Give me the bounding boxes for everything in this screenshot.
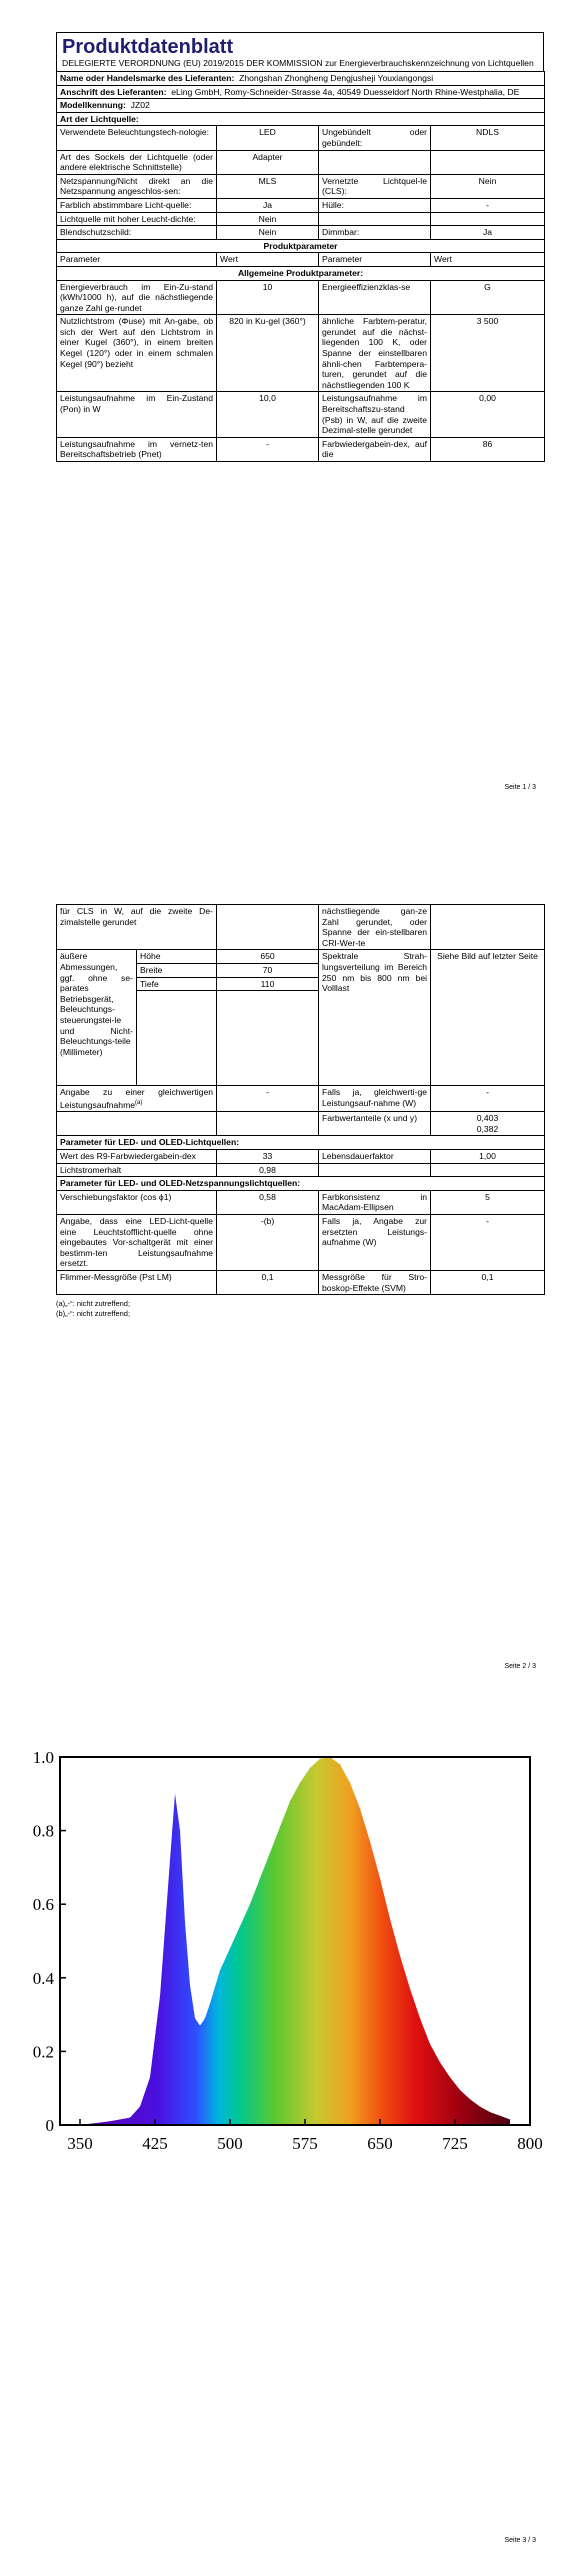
chart-plot-area [33, 1748, 543, 2153]
cell: Vernetzte Lichtquel-le (CLS): [319, 174, 431, 198]
cell: Breite [137, 963, 217, 977]
data-point [159, 1996, 160, 1997]
table-row [57, 437, 545, 461]
table-row [57, 1190, 545, 1214]
supplier-name-value: Zhongshan Zhongheng Dengjusheji Youxiangongsi [239, 73, 434, 83]
cell: 10 [217, 280, 319, 315]
data-point [279, 1826, 280, 1827]
cell: MLS [217, 174, 319, 198]
table-row [57, 280, 545, 315]
cell: Lichtstromerhalt [57, 1163, 217, 1177]
cell: Leistungsaufnahme im Ein-Zustand (Pon) in W [57, 392, 217, 437]
table-row [57, 1086, 545, 1112]
data-point [189, 1985, 190, 1986]
cell: 820 in Ku-gel (360°) [217, 315, 319, 392]
datasheet-page-2 [56, 904, 544, 1319]
column-header: Parameter [57, 253, 217, 267]
data-point [349, 1782, 350, 1783]
cell: Lebensdauerfaktor [319, 1149, 431, 1163]
cell: Blendschutzschild: [57, 226, 217, 240]
footnotes [56, 1299, 544, 1319]
cell: - [431, 1214, 545, 1270]
cell [431, 212, 545, 226]
cell: Falls ja, Angabe zur ersetzten Leistungs-aufnahme (W) [319, 1214, 431, 1270]
cell: - [217, 437, 319, 461]
cell: Energieverbrauch im Ein-Zu-stand (kWh/1000 h), auf die nächstliegende ganze Zahl ge-rundet [57, 280, 217, 315]
cell: Wert des R9-Farbwiedergabein-dex [57, 1149, 217, 1163]
data-point [229, 1948, 230, 1949]
cell: Angabe, dass eine LED-Licht-quelle eine Leuchtstofflicht-quelle ohne eingebautes Vor-schaltgerät mit einer bestimm-ten Leistungsaufnahme ersetzt. [57, 1214, 217, 1270]
supplier-address-label: Anschrift des Lieferanten: [60, 86, 167, 97]
x-tick-label: 725 [442, 2134, 468, 2153]
cell: Angabe zu einer gleichwertigen Leistungsaufnahme$^{(a)}$ [57, 1086, 217, 1112]
footnote-a: (a)„-“: nicht zutreffend; [56, 1299, 131, 1309]
cell [319, 1163, 431, 1177]
data-point [429, 2043, 430, 2044]
y-tick-label: 0.4 [32, 1968, 54, 1988]
table-row [57, 1214, 545, 1270]
data-point [309, 1767, 310, 1768]
data-point [419, 2018, 420, 2019]
cell [431, 1163, 545, 1177]
dimensions-label: äußere Abmessungen, ggf. ohne se-parates Betriebsgerät, Beleuchtungs-steuerungstei-le und Nicht-Beleuchtungs-teile (Millimeter) [57, 950, 137, 1086]
cell [217, 991, 319, 1086]
cell: 10,0 [217, 392, 319, 437]
data-point [204, 2018, 205, 2019]
cell: Messgröße für Stro-boskop-Effekte (SVM) [319, 1270, 431, 1294]
y-tick-label: 1.0 [32, 1748, 54, 1767]
data-point [509, 2119, 510, 2120]
data-point [179, 1830, 180, 1831]
cell: Farblich abstimmbare Licht-quelle: [57, 198, 217, 212]
data-point [499, 2115, 500, 2116]
data-point [139, 2106, 140, 2107]
cell [217, 1112, 319, 1136]
datasheet-table-1 [56, 71, 545, 462]
cell: -(b) [217, 1214, 319, 1270]
cell: 650 [217, 950, 319, 964]
y-tick-label: 0.8 [32, 1821, 54, 1841]
datasheet-table-2 [56, 904, 545, 1295]
table-row [57, 212, 545, 226]
cell: Farbkonsistenz in MacAdam-Ellipsen [319, 1190, 431, 1214]
cell: Art des Sockels der Lichtquelle (oder andere elektrische Schnittstelle) [57, 150, 217, 174]
x-tick-label: 425 [142, 2134, 168, 2153]
page-number: Seite 3 / 3 [504, 2537, 536, 2544]
cell [431, 150, 545, 174]
cell: 0,00 [431, 392, 545, 437]
cell: für CLS in W, auf die zweite De-zimalstelle gerundet [57, 905, 217, 950]
cell: 0,1 [217, 1270, 319, 1294]
data-point [319, 1758, 320, 1759]
cell: NDLS [431, 126, 545, 150]
page-2 [0, 850, 588, 1680]
y-tick-label: 0.6 [32, 1895, 54, 1915]
cell: G [431, 280, 545, 315]
data-point [379, 1878, 380, 1879]
data-point [174, 1793, 175, 1794]
title-box [56, 32, 544, 71]
x-tick-label: 350 [67, 2134, 93, 2153]
data-point [459, 2089, 460, 2090]
data-point [299, 1782, 300, 1783]
cell: Falls ja, gleichwerti-ge Leistungsauf-nahme (W) [319, 1086, 431, 1112]
cell: Nutzlichtstrom (Φuse) mit An-gabe, ob sich der Wert auf den Lichtstrom in einer Kugel (360°), in einem breiten Kegel (120°) oder in einem schmalen Kegel (90°) bezieht [57, 315, 217, 392]
table-row [57, 1163, 545, 1177]
spectral-value: Siehe Bild auf letzter Seite [431, 950, 545, 1086]
data-point [194, 2018, 195, 2019]
data-point [469, 2099, 470, 2100]
table-row [57, 174, 545, 198]
column-header: Wert [431, 253, 545, 267]
page-number: Seite 1 / 3 [504, 784, 536, 791]
table-row [57, 905, 545, 950]
data-point [489, 2112, 490, 2113]
page-number: Seite 2 / 3 [504, 1663, 536, 1670]
cell [217, 905, 319, 950]
led-params-heading: Parameter für LED- und OLED-Lichtquellen: [57, 1136, 545, 1150]
table-row [57, 1270, 545, 1294]
y-tick-label: 0 [45, 2116, 54, 2135]
cell: 5 [431, 1190, 545, 1214]
table-row [57, 950, 545, 964]
data-point [184, 1922, 185, 1923]
column-header: Parameter [319, 253, 431, 267]
table-row [57, 392, 545, 437]
data-point [359, 1808, 360, 1809]
general-params-heading: Allgemeine Produktparameter: [57, 266, 545, 280]
data-point [199, 2025, 200, 2026]
x-tick-label: 575 [292, 2134, 318, 2153]
cell: Netzspannung/Nicht direkt an die Netzspannung angeschlos-sen: [57, 174, 217, 198]
data-point [109, 2121, 110, 2122]
model-label: Modellkennung: [60, 100, 126, 111]
cell [57, 1112, 217, 1136]
datasheet-page-1 [56, 32, 544, 462]
cell: 1,00 [431, 1149, 545, 1163]
cell: 86 [431, 437, 545, 461]
x-tick-label: 800 [517, 2134, 543, 2153]
cell [137, 991, 217, 1086]
cell [319, 212, 431, 226]
x-tick-label: 500 [217, 2134, 243, 2153]
cell: Leistungsaufnahme im Bereitschaftszu-stand (Psb) in W, auf die zweite Dezimal-stelle gerundet [319, 392, 431, 437]
cell: - [431, 1086, 545, 1112]
table-row [57, 126, 545, 150]
page-3 [0, 1705, 588, 2560]
cell [319, 150, 431, 174]
data-point [129, 2117, 130, 2118]
model-value: JZ02 [130, 100, 150, 111]
table-header-row [57, 253, 545, 267]
cell: 110 [217, 977, 319, 991]
regulation-text: DELEGIERTE VERORDNUNG (EU) 2019/2015 DER KOMMISSION zur Energieverbrauchskennzeichnung von Lichtquellen [62, 58, 534, 68]
data-point [219, 1970, 220, 1971]
data-point [149, 2077, 150, 2078]
cell: 0,58 [217, 1190, 319, 1214]
doc-title: Produktdatenblatt [62, 36, 234, 58]
cell: Tiefe [137, 977, 217, 991]
page-1 [0, 0, 588, 814]
table-row [57, 226, 545, 240]
cell: ähnliche Farbtem-peratur, gerundet auf die nächst-liegenden 100 K, oder Spanne der einstellbaren ähnli-chen Farbtempera-turen, gerundet auf die nächstliegenden 100 K [319, 315, 431, 392]
cell: Ja [217, 198, 319, 212]
cell: 33 [217, 1149, 319, 1163]
cell: Ungebündelt oder gebündelt: [319, 126, 431, 150]
cell: Verschiebungsfaktor (cos ϕ1) [57, 1190, 217, 1214]
cell: Adapter [217, 150, 319, 174]
data-point [269, 1852, 270, 1853]
table-row [57, 315, 545, 392]
data-point [479, 2106, 480, 2107]
cell: - [217, 1086, 319, 1112]
cell: 0,403 0,382 [431, 1112, 545, 1136]
cell: Energieeffizienzklas-se [319, 280, 431, 315]
column-header: Wert [217, 253, 319, 267]
supplier-name-label: Name oder Handelsmarke des Lieferanten: [60, 73, 235, 83]
cell: Dimmbar: [319, 226, 431, 240]
data-point [209, 2003, 210, 2004]
data-point [259, 1878, 260, 1879]
spectrum-area [80, 1757, 510, 2125]
y-tick-label: 0.2 [32, 2042, 54, 2062]
cell: 0,1 [431, 1270, 545, 1294]
cell: Flimmer-Messgröße (Pst LM) [57, 1270, 217, 1294]
table-row [57, 1149, 545, 1163]
table-row [57, 150, 545, 174]
product-params-heading: Produktparameter [57, 239, 545, 253]
spectral-label: Spektrale Strah-lungsverteilung im Bereich 250 nm bis 800 nm bei Volllast [319, 950, 431, 1086]
data-point [239, 1926, 240, 1927]
cell: Ja [431, 226, 545, 240]
data-point [169, 1859, 170, 1860]
data-point [369, 1841, 370, 1842]
data-point [339, 1764, 340, 1765]
data-point [389, 1918, 390, 1919]
data-point [249, 1904, 250, 1905]
data-point [439, 2062, 440, 2063]
cell: Höhe [137, 950, 217, 964]
cell: Hülle: [319, 198, 431, 212]
cell: nächstliegende gan-ze Zahl gerundet, oder Spanne der ein-stellbaren CRI-Wer-te [319, 905, 431, 950]
cell: LED [217, 126, 319, 150]
cell: Leistungsaufnahme im vernetz-ten Bereitschaftsbetrieb (Pnet) [57, 437, 217, 461]
data-point [289, 1801, 290, 1802]
supplier-address-value: eLing GmbH, Romy-Schneider-Strasse 4a, 40549 Duesseldorf North Rhine-Westphalia, DE [171, 86, 520, 97]
cell: Farbwertanteile (x und y) [319, 1112, 431, 1136]
data-point [399, 1955, 400, 1956]
cell: Nein [431, 174, 545, 198]
table-row [57, 1112, 545, 1136]
cell: Nein [217, 226, 319, 240]
light-source-type-heading: Art der Lichtquelle: [57, 112, 545, 126]
mains-params-heading: Parameter für LED- und OLED-Netzspannungslichtquellen: [57, 1177, 545, 1191]
cell: 70 [217, 963, 319, 977]
x-tick-label: 650 [367, 2134, 393, 2153]
footnote-b: (b)„-“: nicht zutreffend; [56, 1309, 131, 1319]
cell [431, 905, 545, 950]
cell: Lichtquelle mit hoher Leucht-dichte: [57, 212, 217, 226]
data-point [409, 1988, 410, 1989]
spectrum-chart [0, 1705, 588, 2405]
table-row [57, 198, 545, 212]
cell: 3 500 [431, 315, 545, 392]
cell: - [431, 198, 545, 212]
cell: 0,98 [217, 1163, 319, 1177]
data-point [449, 2077, 450, 2078]
cell: Farbwiedergabein-dex, auf die [319, 437, 431, 461]
cell: Verwendete Beleuchtungstech-nologie: [57, 126, 217, 150]
cell: Nein [217, 212, 319, 226]
